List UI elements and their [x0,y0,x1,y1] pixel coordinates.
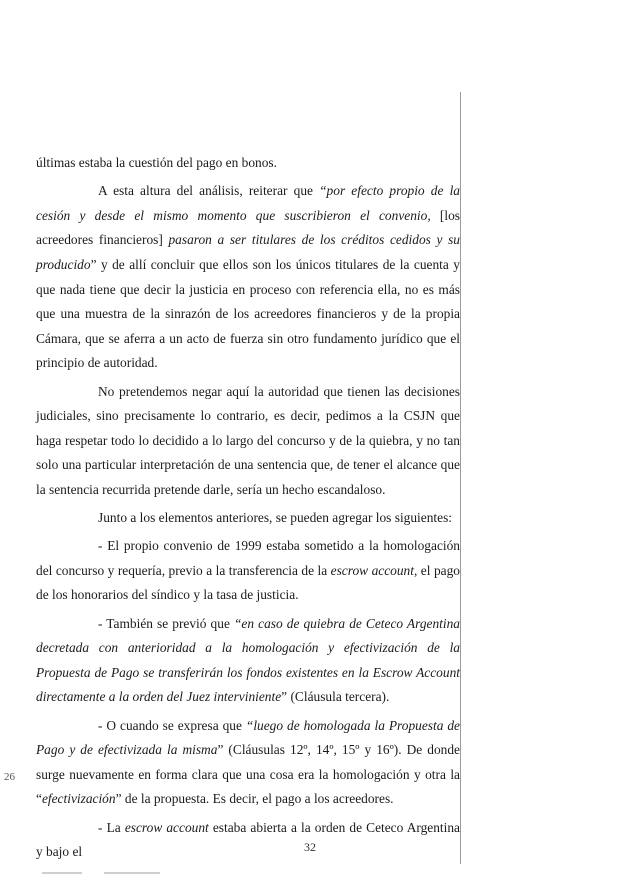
text-run: No pretendemos negar aquí la autoridad que tienen las decisiones judiciales, sino precisamente lo contrario, es decir, pedimos a la CSJN que haga respetar todo lo decidido a lo largo del concurso y de la quiebra, y no tan solo una particular interpretación de una sentencia que, de tener el alcance que la sentencia recurrida pretende darle, sería un hecho escandaloso. [36,383,460,497]
text-run: ” de la propuesta. Es decir, el pago a los acreedores. [115,791,394,807]
scan-mark [104,872,160,874]
italic-text-run: “en caso de quiebra de Ceteco Argentina decretada con anterioridad a la homologación y efectivización de la Propuesta de Pago se transferirán los fondos existentes en la Escrow Account directamente a la orden del Juez interviniente [36,615,460,705]
text-run: - O cuando se expresa que [98,717,246,733]
text-run: - La [98,819,125,835]
right-margin-line [460,92,461,864]
body-text [36,151,460,868]
side-line-number: 26 [4,771,15,783]
italic-text-run: pasaron a ser titulares de los créditos cedidos y su producido [36,232,460,272]
paragraph-6 [36,612,460,710]
page-number: 32 [304,840,316,854]
text-run: Junto a los elementos anteriores, se pueden agregar los siguientes: [98,510,453,526]
text-run: ” y de allí concluir que ellos son los únicos titulares de la cuenta y que nada tiene que decir la justicia en proceso con referencia ella, no es más que una muestra de la sinrazón de los acreedores financieros y de la propia Cámara, que se aferra a un acto de fuerza sin otro fundamento jurídico que el principio de autoridad. [36,256,460,371]
italic-text-run: “por efecto propio de la cesión y desde el mismo momento que suscribieron el convenio, [36,183,460,223]
text-run: últimas estaba la cuestión del pago en bonos. [36,155,277,170]
scan-mark [42,872,82,874]
italic-text-run: escrow account [330,562,414,578]
text-run: [los acreedores financieros] [36,207,460,248]
text-run: , el pago de los honorarios del síndico y la tasa de justicia. [36,562,460,603]
text-run: ” (Cláusulas 12º, 14º, 15º y 16º). De donde surge nuevamente en forma clara que una cosa era la homologación y otra la “ [36,742,461,807]
text-run: estaba abierta a la orden de Ceteco Argentina y bajo el [36,819,460,860]
text-run: - También se previó que [98,615,234,631]
text-run: ” (Cláusula tercera). [281,689,390,705]
paragraph-1 [36,151,460,176]
italic-text-run: “luego de homologada la Propuesta de Pago y de efectivizada la misma [36,717,461,758]
paragraph-5 [36,534,460,608]
paragraph-2 [36,179,460,376]
paragraph-3 [36,380,460,503]
italic-text-run: escrow account [124,819,209,835]
text-run: A esta altura del análisis, reiterar que [98,183,320,199]
paragraph-7 [36,714,460,812]
paragraph-4 [36,506,460,531]
italic-text-run: efectivización [41,791,116,807]
text-run: - El propio convenio de 1999 estaba sometido a la homologación del concurso y requería, previo a la transferencia de la [36,538,460,578]
